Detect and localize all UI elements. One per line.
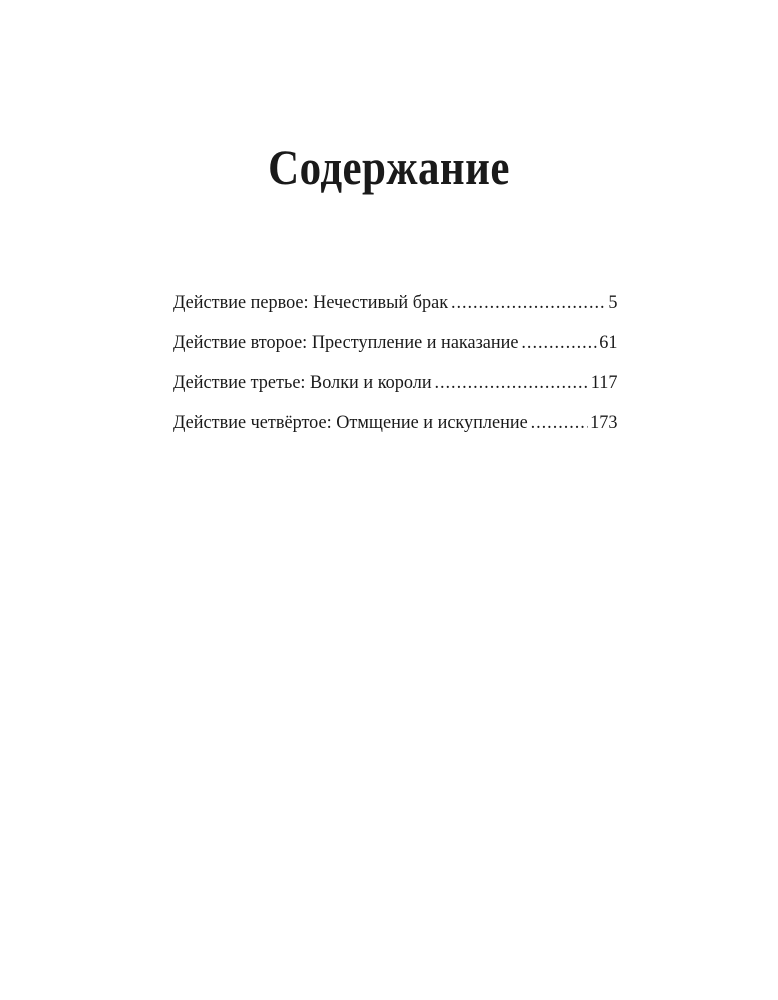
toc-entry xyxy=(173,283,617,323)
toc-entry-page: 5 xyxy=(608,292,618,313)
toc-entry-page: 61 xyxy=(599,332,618,353)
toc-entry-title: Действие третье: Волки и короли xyxy=(173,372,432,393)
toc-entry xyxy=(173,323,617,363)
dot-leader xyxy=(451,283,606,323)
toc-entry-title: Действие первое: Нечестивый брак xyxy=(173,292,449,313)
toc-entry-title: Действие четвёртое: Отмщение и искупление xyxy=(173,412,528,433)
toc-entry-page: 173 xyxy=(590,412,618,433)
dot-leader xyxy=(531,403,588,443)
dot-leader xyxy=(434,363,587,403)
table-of-contents xyxy=(173,283,618,443)
toc-entry xyxy=(173,363,617,403)
toc-entry-title: Действие второе: Преступление и наказание xyxy=(173,332,519,353)
page-title: Содержание xyxy=(268,139,510,195)
toc-entry xyxy=(173,403,617,443)
dot-leader xyxy=(521,323,596,363)
toc-entry-page: 117 xyxy=(590,372,618,393)
